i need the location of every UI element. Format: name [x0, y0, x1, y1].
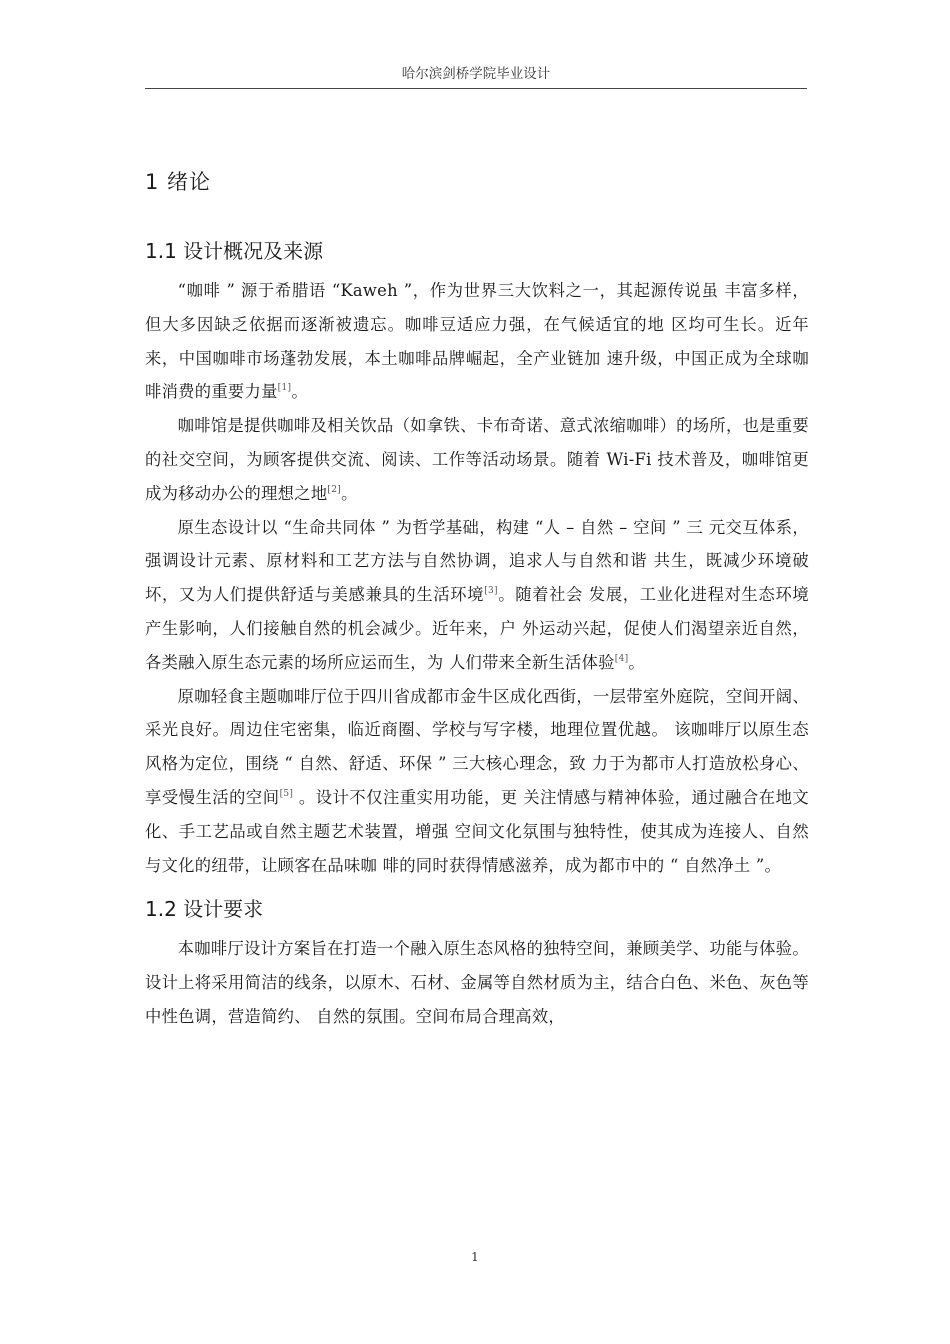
document-body — [145, 140, 809, 1034]
page-number: 1 — [471, 1250, 479, 1264]
paragraph: 咖啡馆是提供咖啡及相关饮品（如拿铁、卡布奇诺、意式浓缩咖啡）的场所，也是重要的社交空间，为顾客提供交流、阅读、工作等活动场景。随着 Wi-Fi 技术普及，咖啡馆更成为移动办公的理想之地[2]。 — [145, 416, 809, 503]
citation: [4] — [614, 653, 629, 664]
citation: [5] — [279, 788, 294, 799]
section-title: 1.2 设计要求 — [145, 897, 264, 922]
paragraph: 原咖轻食主题咖啡厅位于四川省成都市金牛区成化西街，一层带室外庭院，空间开阔、采光良好。周边住宅密集，临近商圈、学校与写字楼，地理位置优越。 该咖啡厅以原生态风格为定位，围绕 “ 自然、舒适、环保 ” 三大核心理念，致 力于为都市人打造放松身心、享受慢生活的空间[5] 。设计不仅注重实用功能，更 关注情感与精神体验，通过融合在地文化、手工艺品或自然主题艺术装置，增强 空间文化氛围与独特性，使其成为连接人、自然与文化的纽带，让顾客在品味咖 啡的同时获得情感滋养，成为都市中的 “ 自然净土 ”。 — [145, 686, 809, 875]
header-title: 哈尔滨剑桥学院毕业设计 — [401, 66, 551, 82]
citation: [2] — [327, 484, 342, 495]
page-header — [145, 64, 807, 89]
citation: [1] — [277, 383, 292, 394]
chapter-title: 1 绪论 — [145, 170, 212, 194]
citation: [3] — [484, 586, 498, 597]
section-title: 1.1 设计概况及来源 — [145, 239, 324, 263]
paragraph: 原生态设计以 “生命共同体 ” 为哲学基础，构建 “人 – 自然 – 空间 ” 三 元交互体系，强调设计元素、原材料和工艺方法与自然协调，追求人与自然和谐 共生，既减少环境破坏，又为人们提供舒适与美感兼具的生活环境[3]。随着社会 发展，工业化进程对生态环境产生影响，人们接触自然的机会减少。近年来，户 外运动兴起，促使人们渴望亲近自然，各类融入原生态元素的场所应运而生，为 人们带来全新生活体验[4]。 — [145, 517, 809, 672]
paragraph: 本咖啡厅设计方案旨在打造一个融入原生态风格的独特空间，兼顾美学、功能与体验。设计上将采用简洁的线条，以原木、石材、金属等自然材质为主，结合白色、米色、灰色等中性色调，营造简约、 自然的氛围。空间布局合理高效， — [145, 939, 809, 1026]
paragraph: “咖啡 ” 源于希腊语 “Kaweh ”，作为世界三大饮料之一，其起源传说虽 丰富多样，但大多因缺乏依据而逐渐被遗忘。咖啡豆适应力强，在气候适宜的地 区均可生长。近年来，中国咖啡市场蓬勃发展，本土咖啡品牌崛起，全产业链加 速升级，中国正成为全球咖啡消费的重要力量[1]。 — [145, 281, 809, 402]
